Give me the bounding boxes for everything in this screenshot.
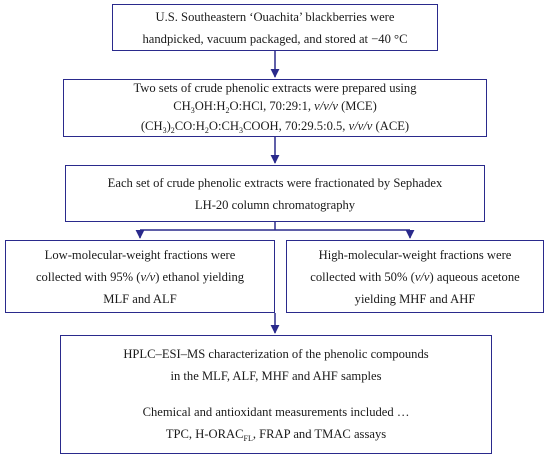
box5-line4: TPC, $H-ORAC_{FL}$, FRAP and TMAC assays [165,426,387,443]
box-characterization [60,335,492,454]
box-left-line2: collected with 95% (v/v) ethanol yielding [35,269,245,284]
box3-line2: LH-20 column chromatography [194,197,356,212]
box-low-mw-fractions [5,240,275,313]
box2-line3: $(CH_3)_2CO:H_2O:CH_3COOH$, 70:29.5:0.5, v/v/v (ACE) [140,119,410,135]
box2-line2: $CH_3OH:H_2O:HCl$, 70:29:1, v/v/v (MCE) [173,99,377,115]
box-right-line1: High-molecular-weight fractions were [318,247,512,262]
box3-line1: Each set of crude phenolic extracts were fractionated by Sephadex [107,175,443,190]
box-high-mw-fractions [286,240,544,313]
box-right-line2: collected with 50% (v/v) aqueous acetone [310,269,520,284]
box-left-line1: Low-molecular-weight fractions were [44,247,236,262]
box2-line1: Two sets of crude phenolic extracts were prepared using [133,81,417,95]
box-fractionation [65,165,485,222]
box5-line1: HPLC–ESI–MS characterization of the phenolic compounds [123,346,429,361]
box5-line3: Chemical and antioxidant measurements included … [142,404,410,419]
box-sample-collection [112,4,438,51]
box5-line2: in the MLF, ALF, MHF and AHF samples [170,368,382,383]
box1-line1: U.S. Southeastern ‘Ouachita’ blackberries were [155,9,395,24]
box-right-line3: yielding MHF and AHF [354,291,476,306]
box-left-line3: MLF and ALF [103,291,177,306]
box1-line2: handpicked, vacuum packaged, and stored at −40 °C [142,31,408,46]
box-crude-extracts [63,79,487,137]
